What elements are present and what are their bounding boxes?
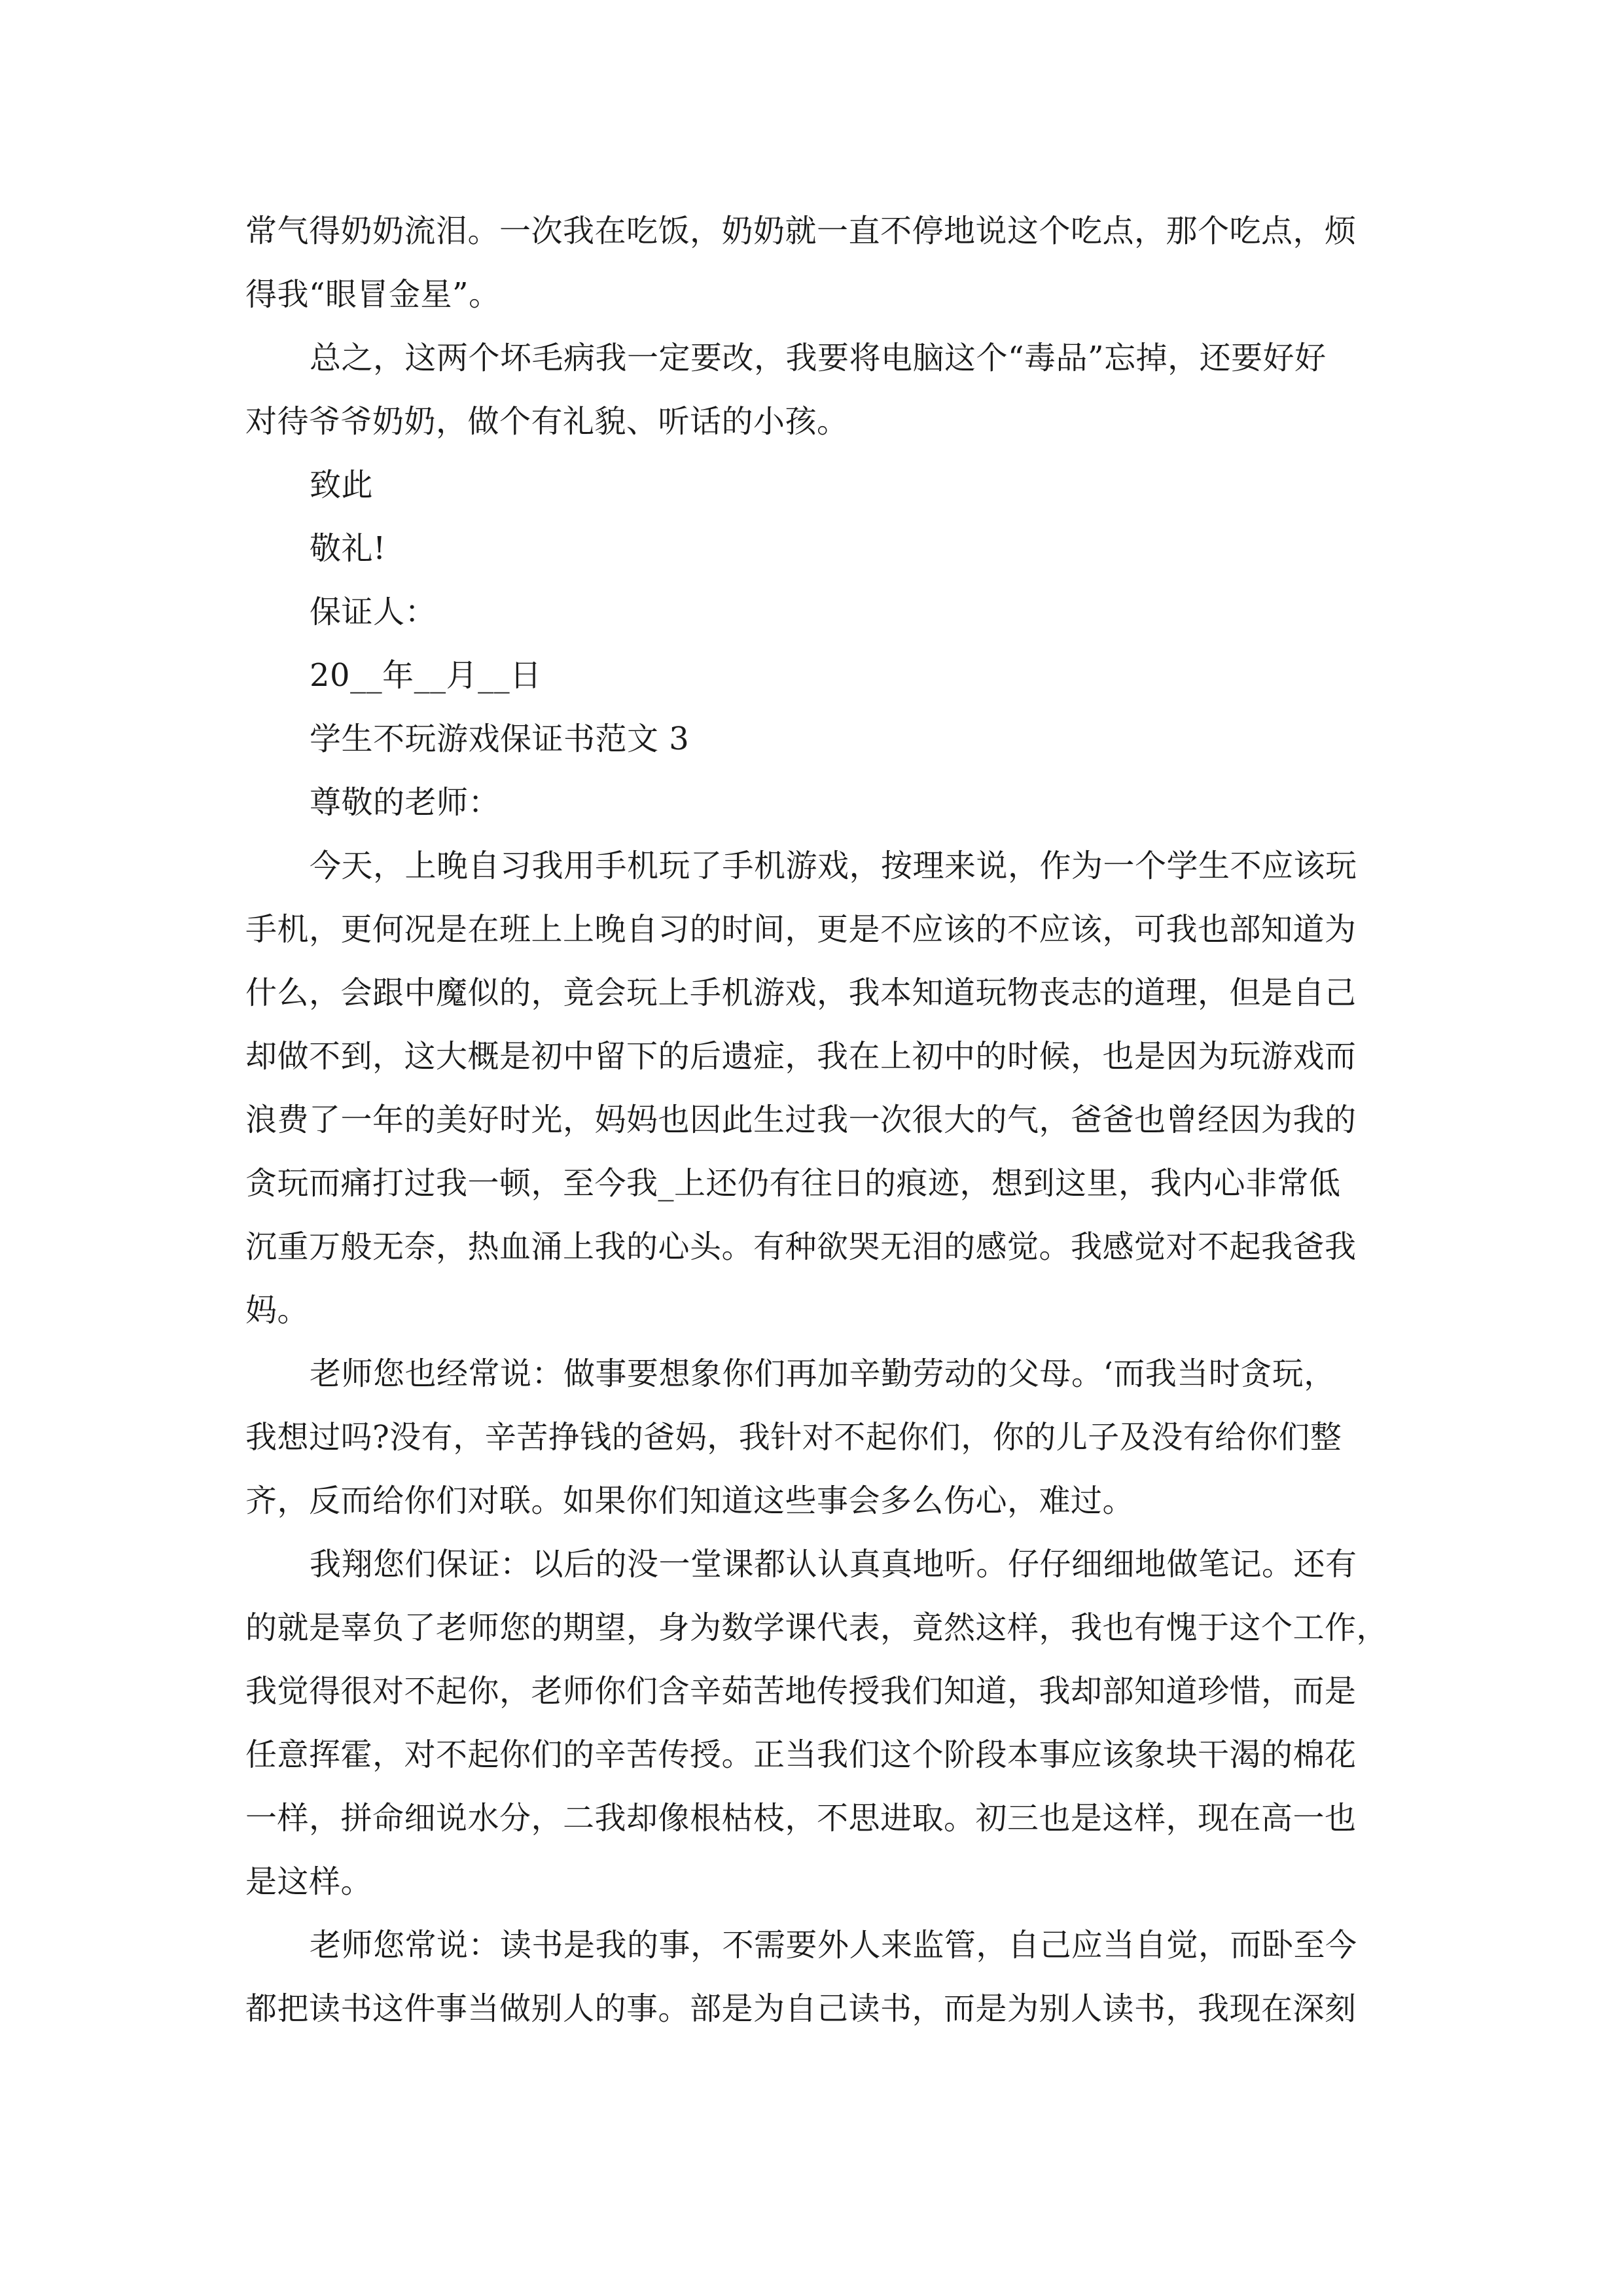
line-text: 致此 [310, 467, 374, 503]
text-line [245, 1215, 1381, 1279]
line-text: 我翔您们保证：以后的没一堂课都认认真真地听。仔仔细细地做笔记。还有 [310, 1546, 1357, 1583]
text-line [245, 1469, 1381, 1533]
line-text: 却做不到，这大概是初中留下的后遗症，我在上初中的时候，也是因为玩游戏而 [245, 1038, 1357, 1075]
line-text: 老师您常说：读书是我的事，不需要外人来监管，自己应当自觉，而卧至今 [310, 1927, 1357, 1964]
text-line [245, 1025, 1381, 1088]
text-line [245, 1596, 1389, 1660]
text-line [245, 1152, 1381, 1215]
text-line [245, 1787, 1381, 1850]
text-line [245, 517, 1381, 581]
text-line [245, 1850, 1381, 1914]
text-line [245, 327, 1381, 390]
line-text: 敬礼! [310, 530, 386, 567]
text-line [245, 1088, 1381, 1152]
line-text: 都把读书这件事当做别人的事。部是为自己读书，而是为别人读书，我现在深刻 [245, 1990, 1357, 2027]
line-text: 我觉得很对不起你，老师你们含辛茹苦地传授我们知道，我却部知道珍惜，而是 [245, 1673, 1357, 1710]
paragraph [245, 1914, 1381, 2041]
line-text: 20__年__月__日 [310, 657, 542, 694]
line-text: 得我“眼冒金星”。 [245, 276, 501, 313]
line-text: 浪费了一年的美好时光，妈妈也因此生过我一次很大的气，爸爸也曾经因为我的 [245, 1102, 1357, 1138]
line-text: 对待爷爷奶奶，做个有礼貌、听话的小孩。 [245, 403, 849, 440]
text-line [245, 708, 1381, 771]
line-text: 今天，上晚自习我用手机玩了手机游戏，按理来说，作为一个学生不应该玩 [310, 848, 1357, 884]
text-line [245, 771, 1381, 834]
text-line [245, 961, 1381, 1025]
line-text: 手机，更何况是在班上上晚自习的时间，更是不应该的不应该，可我也部知道为 [245, 911, 1357, 948]
paragraph [245, 771, 1381, 834]
paragraph [245, 200, 1381, 327]
line-text: 总之，这两个坏毛病我一定要改，我要将电脑这个“毒品”忘掉，还要好好 [310, 340, 1327, 376]
text-line [245, 1914, 1381, 1977]
line-text: 妈。 [245, 1292, 310, 1329]
document-body [245, 200, 1389, 2041]
line-text: 贪玩而痛打过我一顿，至今我_上还仍有往日的痕迹，想到这里，我内心非常低 [245, 1165, 1341, 1202]
line-text: 齐，反而给你们对联。如果你们知道这些事会多么伤心，难过。 [245, 1482, 1135, 1519]
line-text: 任意挥霍，对不起你们的辛苦传授。正当我们这个阶段本事应该象块干渴的棉花 [245, 1736, 1357, 1773]
text-line [245, 1342, 1381, 1406]
text-line [245, 1406, 1381, 1469]
text-line [245, 834, 1381, 898]
paragraph [245, 1342, 1381, 1533]
paragraph [245, 517, 1381, 581]
line-text: 老师您也经常说：做事要想象你们再加辛勤劳动的父母。‘而我当时贪玩， [310, 1355, 1336, 1392]
text-line [245, 1977, 1381, 2041]
paragraph [245, 327, 1381, 454]
text-line [245, 898, 1381, 961]
line-text: 保证人： [310, 594, 437, 630]
line-text: 学生不玩游戏保证书范文 3 [310, 721, 690, 757]
paragraph [245, 1533, 1389, 1914]
line-text: 什么，会跟中魔似的，竟会玩上手机游戏，我本知道玩物丧志的道理，但是自己 [245, 975, 1357, 1011]
paragraph [245, 834, 1381, 1342]
text-line [245, 263, 1381, 327]
text-line [245, 1660, 1381, 1723]
line-text: 尊敬的老师： [310, 784, 501, 821]
text-line [245, 644, 1381, 708]
text-line [245, 1279, 1381, 1342]
line-text: 一样，拼命细说水分，二我却像根枯枝，不思进取。初三也是这样，现在高一也 [245, 1800, 1357, 1837]
paragraph [245, 708, 1381, 771]
text-line [245, 200, 1381, 263]
paragraph [245, 644, 1381, 708]
text-line [245, 454, 1381, 517]
text-line [245, 390, 1381, 454]
paragraph [245, 454, 1381, 517]
text-line [245, 581, 1381, 644]
paragraph [245, 581, 1381, 644]
text-line [245, 1533, 1381, 1596]
line-text: 我想过吗?没有，辛苦挣钱的爸妈，我针对不起你们，你的儿子及没有给你们整 [245, 1419, 1342, 1456]
line-text: 常气得奶奶流泪。一次我在吃饭，奶奶就一直不停地说这个吃点，那个吃点，烦 [245, 213, 1357, 249]
text-line [245, 1723, 1381, 1787]
line-text: 的就是辜负了老师您的期望，身为数学课代表，竟然这样，我也有愧于这个工作， [245, 1609, 1389, 1646]
line-text: 是这样。 [245, 1863, 373, 1900]
line-text: 沉重万般无奈，热血涌上我的心头。有种欲哭无泪的感觉。我感觉对不起我爸我 [245, 1229, 1357, 1265]
